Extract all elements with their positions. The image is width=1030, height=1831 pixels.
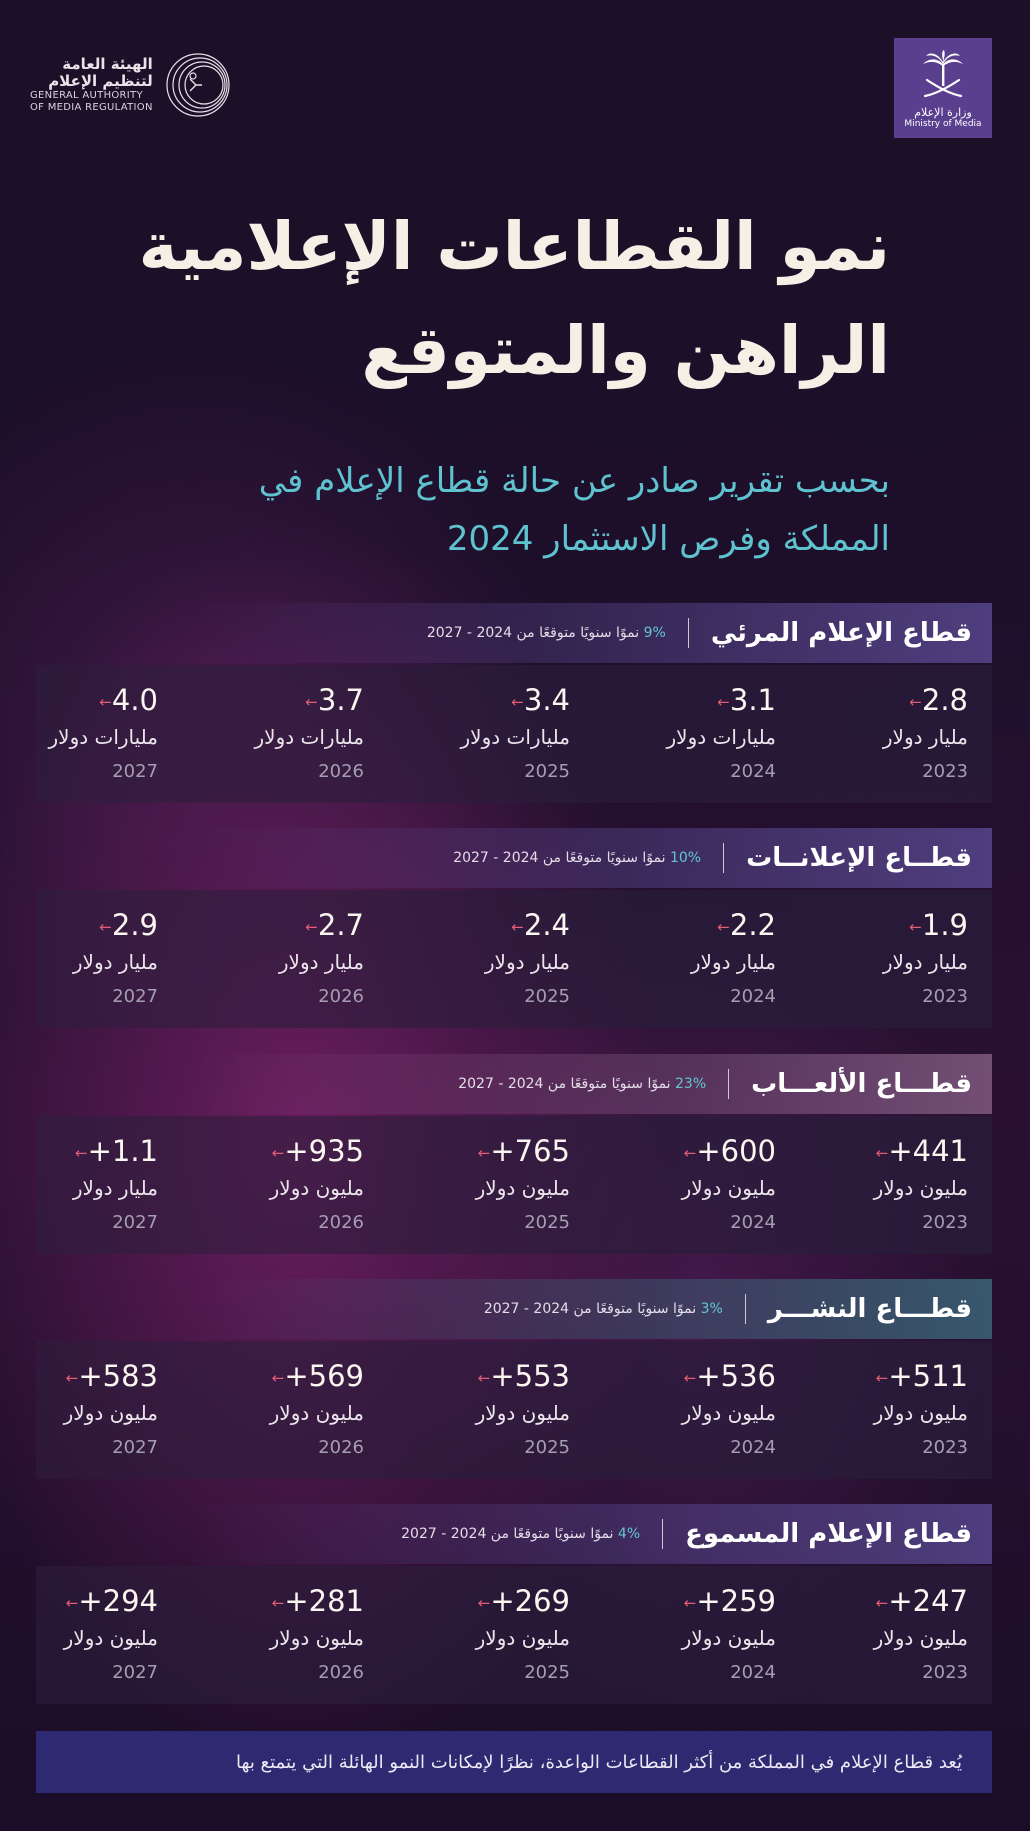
sector-header [192,1279,992,1339]
left-arrow-icon: ← [65,1369,79,1387]
value-unit: مليار دولار [882,950,968,974]
gamr-en-line2: OF MEDIA REGULATION [30,102,153,113]
sector-growth [401,1526,640,1542]
value-number: 2.7 [317,908,364,942]
value-number: 3.7 [317,683,364,717]
value-number: 2.2 [729,908,776,942]
value-unit: مليون دولار [873,1626,968,1650]
value-number: +247 [888,1584,968,1618]
sector-growth [427,625,666,641]
sector-block [36,1054,992,1254]
page-title [110,195,890,403]
value-year: 2025 [524,761,570,782]
value [65,1134,158,1168]
left-arrow-icon: ← [477,1594,491,1612]
value [707,683,776,717]
value-year: 2025 [524,1662,570,1683]
value-year: 2024 [730,1662,776,1683]
value [866,1359,968,1393]
value-number: 2.8 [921,683,968,717]
value [56,1584,158,1618]
value-number: +569 [284,1359,364,1393]
value-cell [0,1341,182,1479]
value-number: +294 [78,1584,158,1618]
value-cell [802,1566,992,1704]
value-year: 2027 [112,986,158,1007]
left-arrow-icon: ← [99,693,112,711]
value-cell [0,890,182,1028]
value [899,908,968,942]
value-unit: مليارات دولار [666,725,776,749]
gamr-wordmark [30,56,153,114]
value-unit: مليار دولار [72,1176,158,1200]
gamr-en-line1: GENERAL AUTHORITY [30,90,143,101]
value-year: 2025 [524,986,570,1007]
value-number: 2.9 [111,908,158,942]
value-cell [404,1116,594,1254]
value [56,1359,158,1393]
subtitle-line2: المملكة وفرص الاستثمار 2024 [446,519,890,559]
growth-percent: 4% [617,1526,641,1542]
sector-header [192,603,992,663]
gamr-logo-block [30,52,231,118]
value-unit: مليون دولار [63,1401,158,1425]
value-cell [404,1341,594,1479]
value-number: +259 [696,1584,776,1618]
value-cell [802,1116,992,1254]
header [0,0,1030,170]
value-year: 2024 [730,761,776,782]
sector-name: قطاع الإعلام المرئي [710,618,972,648]
ministry-en: Ministry of Media [904,119,982,129]
value-unit: مليون دولار [475,1626,570,1650]
value-year: 2027 [112,761,158,782]
value-year: 2023 [922,986,968,1007]
title-line1: نمو القطاعات الإعلامية [138,208,890,285]
sector-header [192,1054,992,1114]
value-year: 2024 [730,986,776,1007]
value-unit: مليون دولار [269,1401,364,1425]
value-cell [0,1116,182,1254]
page-subtitle [110,452,890,568]
value-year: 2027 [112,1437,158,1458]
value-year: 2026 [318,761,364,782]
value-unit: مليار دولار [484,950,570,974]
value-unit: مليارات دولار [48,725,158,749]
sector-divider [662,1519,663,1549]
value-number: +583 [78,1359,158,1393]
value-cell [610,1341,800,1479]
footer-text: يُعد قطاع الإعلام في المملكة من أكثر القطاعات الواعدة، نظرًا لإمكانات النمو الهائلة التي يتمتع بها [236,1751,962,1773]
value-unit: مليون دولار [475,1176,570,1200]
sector-name: قطاع الإعلام المسموع [685,1519,972,1549]
value-unit: مليون دولار [873,1401,968,1425]
sector-divider [745,1294,746,1324]
value [707,908,776,942]
value-number: +935 [284,1134,364,1168]
value-cell [802,1341,992,1479]
value-unit: مليون دولار [269,1626,364,1650]
value-unit: مليار دولار [278,950,364,974]
value-unit: مليون دولار [681,1626,776,1650]
sector-growth [484,1301,723,1317]
sector-block [36,1504,992,1704]
value-cell [198,1341,388,1479]
left-arrow-icon: ← [477,1144,491,1162]
growth-percent: 3% [700,1301,723,1317]
value-number: +553 [490,1359,570,1393]
value-cell [610,1566,800,1704]
left-arrow-icon: ← [477,1369,491,1387]
value-year: 2027 [112,1662,158,1683]
value [262,1134,364,1168]
value-year: 2026 [318,1662,364,1683]
left-arrow-icon: ← [875,1369,889,1387]
value-cell [404,1566,594,1704]
value [866,1134,968,1168]
value-cell [610,890,800,1028]
sector-values-row [36,1566,992,1704]
subtitle-line1: بحسب تقرير صادر عن حالة قطاع الإعلام في [258,461,890,501]
sector-header [192,1504,992,1564]
sector-divider [728,1069,729,1099]
growth-text: نموًا سنويًا متوقعًا من 2024 - 2027 [401,1526,614,1542]
sector-block [36,1279,992,1479]
sector-name: قطـــاع النشـــر [767,1294,972,1324]
left-arrow-icon: ← [271,1369,285,1387]
growth-percent: 10% [669,850,702,866]
value-number: +281 [284,1584,364,1618]
value-unit: مليار دولار [690,950,776,974]
sector-values-row [36,1116,992,1254]
value [899,683,968,717]
value [262,1584,364,1618]
value-year: 2025 [524,1437,570,1458]
sector-block [36,828,992,1028]
ministry-of-media-logo [894,38,992,138]
value-cell [802,665,992,803]
value-year: 2025 [524,1212,570,1233]
title-line2: الراهن والمتوقع [361,312,890,389]
sector-growth [453,850,701,866]
sector-block [36,603,992,803]
value-unit: مليارات دولار [460,725,570,749]
value [501,908,570,942]
value-number: 1.9 [921,908,968,942]
value [866,1584,968,1618]
value-unit: مليون دولار [681,1176,776,1200]
value-number: 3.1 [729,683,776,717]
value-cell [610,665,800,803]
value [674,1359,776,1393]
value-number: +1.1 [87,1134,158,1168]
palm-swords-emblem-icon [917,50,969,100]
value-year: 2024 [730,1212,776,1233]
value-year: 2027 [112,1212,158,1233]
value-number: +600 [696,1134,776,1168]
value-cell [802,890,992,1028]
growth-text: نموًا سنويًا متوقعًا من 2024 - 2027 [458,1076,671,1092]
left-arrow-icon: ← [99,918,112,936]
left-arrow-icon: ← [511,918,524,936]
left-arrow-icon: ← [65,1594,79,1612]
left-arrow-icon: ← [875,1144,889,1162]
value [262,1359,364,1393]
value-unit: مليار دولار [882,725,968,749]
value-year: 2023 [922,1437,968,1458]
value [468,1359,570,1393]
value-year: 2023 [922,1662,968,1683]
value-number: +441 [888,1134,968,1168]
value [89,683,158,717]
value [295,908,364,942]
value [674,1134,776,1168]
ministry-ar: وزارة الإعلام [914,106,972,119]
left-arrow-icon: ← [909,693,922,711]
value-cell [198,665,388,803]
left-arrow-icon: ← [875,1594,889,1612]
value-year: 2023 [922,1212,968,1233]
value-number: +511 [888,1359,968,1393]
sector-divider [688,618,689,648]
value-number: 2.4 [523,908,570,942]
sector-values-row [36,665,992,803]
left-arrow-icon: ← [75,1144,88,1162]
value-cell [198,1116,388,1254]
value-cell [198,1566,388,1704]
growth-text: نموًا سنويًا متوقعًا من 2024 - 2027 [426,625,640,641]
value-cell [404,890,594,1028]
left-arrow-icon: ← [271,1594,285,1612]
value-unit: مليون دولار [873,1176,968,1200]
value-unit: مليارات دولار [254,725,364,749]
gamr-emblem-icon [165,52,231,118]
value-year: 2023 [922,761,968,782]
left-arrow-icon: ← [305,918,318,936]
value-unit: مليون دولار [475,1401,570,1425]
left-arrow-icon: ← [909,918,922,936]
value-cell [198,890,388,1028]
value-cell [0,665,182,803]
value-year: 2026 [318,1212,364,1233]
sector-header [192,828,992,888]
left-arrow-icon: ← [717,693,730,711]
left-arrow-icon: ← [717,918,730,936]
value-cell [404,665,594,803]
left-arrow-icon: ← [683,1594,697,1612]
left-arrow-icon: ← [683,1369,697,1387]
growth-percent: 23% [675,1076,707,1092]
sector-growth [458,1076,706,1092]
value [295,683,364,717]
sector-values-row [36,890,992,1028]
value-unit: مليون دولار [681,1401,776,1425]
value-number: 4.0 [111,683,158,717]
sector-values-row [36,1341,992,1479]
value [674,1584,776,1618]
growth-percent: 9% [643,625,666,641]
growth-text: نموًا سنويًا متوقعًا من 2024 - 2027 [453,850,666,866]
sector-name: قطـــاع الألعـــاب [751,1069,972,1099]
value-number: +536 [696,1359,776,1393]
left-arrow-icon: ← [271,1144,285,1162]
value [89,908,158,942]
value [468,1134,570,1168]
footer-banner [36,1731,992,1793]
value-unit: مليار دولار [72,950,158,974]
sector-divider [723,843,724,873]
left-arrow-icon: ← [305,693,318,711]
value-year: 2024 [730,1437,776,1458]
value-cell [0,1566,182,1704]
value-number: +765 [490,1134,570,1168]
value [501,683,570,717]
value-unit: مليون دولار [63,1626,158,1650]
growth-text: نموًا سنويًا متوقعًا من 2024 - 2027 [483,1301,697,1317]
value-cell [610,1116,800,1254]
sector-name: قطــاع الإعلانــات [746,843,972,873]
value-unit: مليون دولار [269,1176,364,1200]
value-year: 2026 [318,1437,364,1458]
gamr-ar-line1: الهيئة العامة [62,55,153,73]
gamr-ar-line2: لتنظيم الإعلام [48,72,153,90]
value-year: 2026 [318,986,364,1007]
value-number: 3.4 [523,683,570,717]
value-number: +269 [490,1584,570,1618]
left-arrow-icon: ← [511,693,524,711]
value [468,1584,570,1618]
left-arrow-icon: ← [683,1144,697,1162]
